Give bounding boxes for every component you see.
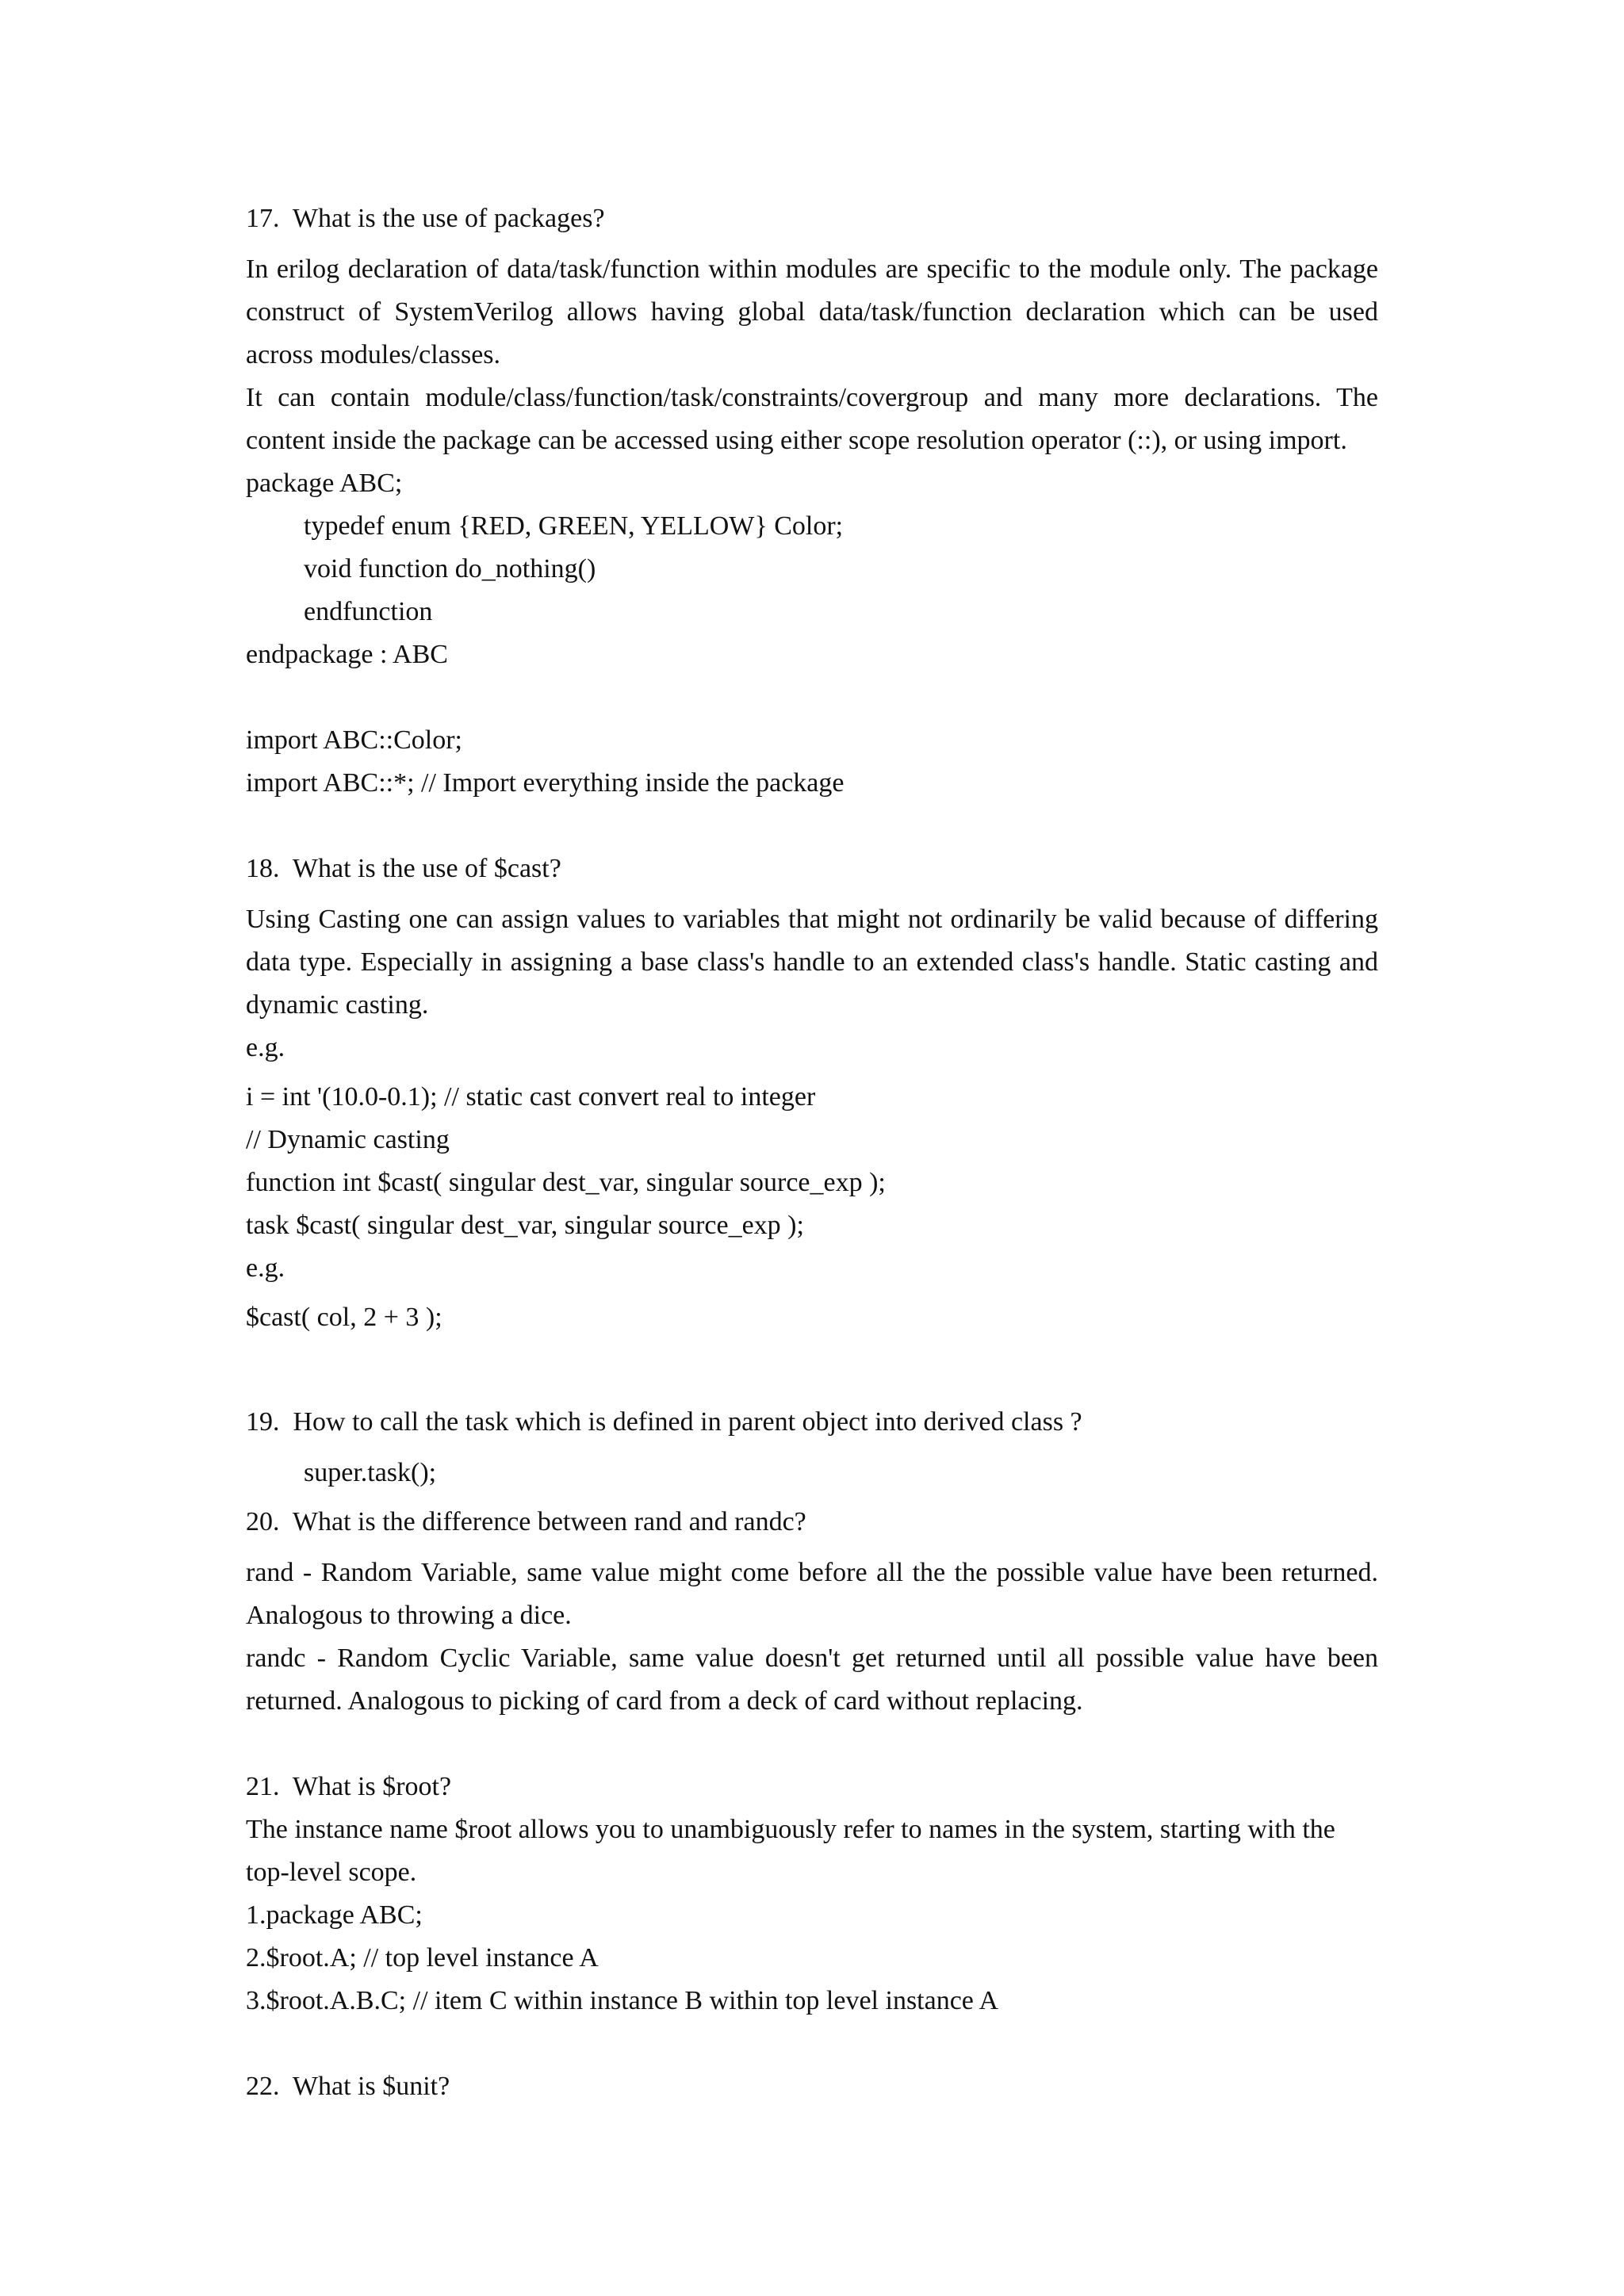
code-line: typedef enum {RED, GREEN, YELLOW} Color; xyxy=(304,511,844,541)
code-line: task $cast( singular dest_var, singular source_exp ); xyxy=(246,1211,804,1240)
q17-paragraph-line: content inside the package can be accessed using either scope resolution operator (::), or using import. xyxy=(246,426,1347,455)
question-19: 19. How to call the task which is defined in parent object into derived class ? xyxy=(246,1407,1082,1437)
code-line: i = int '(10.0-0.1); // static cast convert real to integer xyxy=(246,1082,816,1112)
code-line: $cast( col, 2 + 3 ); xyxy=(246,1303,442,1332)
code-line: endfunction xyxy=(304,597,433,626)
code-line: function int $cast( singular dest_var, singular source_exp ); xyxy=(246,1168,886,1197)
code-line: import ABC::Color; xyxy=(246,725,462,755)
q20-paragraph-line: Analogous to throwing a dice. xyxy=(246,1601,572,1630)
question-21: 21. What is $root? xyxy=(246,1772,452,1801)
code-line: endpackage : ABC xyxy=(246,640,448,669)
q18-paragraph-line: data type. Especially in assigning a base class's handle to an extended class's handle. Static casting and xyxy=(246,947,1378,977)
code-line: void function do_nothing() xyxy=(304,554,596,584)
q20-paragraph-line: returned. Analogous to picking of card from a deck of card without replacing. xyxy=(246,1686,1083,1716)
list-item: 2.$root.A; // top level instance A xyxy=(246,1943,599,1973)
q20-paragraph-line: rand - Random Variable, same value might come before all the the possible value have been returned. xyxy=(246,1558,1378,1587)
q17-paragraph-line: across modules/classes. xyxy=(246,340,501,369)
code-line: package ABC; xyxy=(246,469,403,498)
q17-paragraph-line: It can contain module/class/function/task/constraints/covergroup and many more declarations. The xyxy=(246,383,1378,412)
q17-paragraph-line: In erilog declaration of data/task/function within modules are specific to the module only. The package xyxy=(246,254,1378,284)
q18-paragraph-line: dynamic casting. xyxy=(246,990,429,1020)
code-line: import ABC::*; // Import everything inside the package xyxy=(246,768,845,798)
question-18: 18. What is the use of $cast? xyxy=(246,854,561,883)
list-item: 3.$root.A.B.C; // item C within instance B within top level instance A xyxy=(246,1986,999,2015)
q21-paragraph-line: top-level scope. xyxy=(246,1858,417,1887)
q18-paragraph-line: Using Casting one can assign values to variables that might not ordinarily be valid because of differing xyxy=(246,905,1378,934)
code-line: super.task(); xyxy=(304,1458,437,1487)
q17-paragraph-line: construct of SystemVerilog allows having global data/task/function declaration which can be used xyxy=(246,297,1378,327)
question-20: 20. What is the difference between rand and randc? xyxy=(246,1507,806,1536)
q20-paragraph-line: randc - Random Cyclic Variable, same value doesn't get returned until all possible value have been xyxy=(246,1644,1378,1673)
list-item: 1.package ABC; xyxy=(246,1900,423,1930)
question-17: 17. What is the use of packages? xyxy=(246,204,605,233)
example-label: e.g. xyxy=(246,1033,285,1062)
question-22: 22. What is $unit? xyxy=(246,2072,450,2101)
code-line: // Dynamic casting xyxy=(246,1125,450,1154)
example-label: e.g. xyxy=(246,1253,285,1283)
q21-paragraph-line: The instance name $root allows you to unambiguously refer to names in the system, starting with the xyxy=(246,1815,1335,1844)
